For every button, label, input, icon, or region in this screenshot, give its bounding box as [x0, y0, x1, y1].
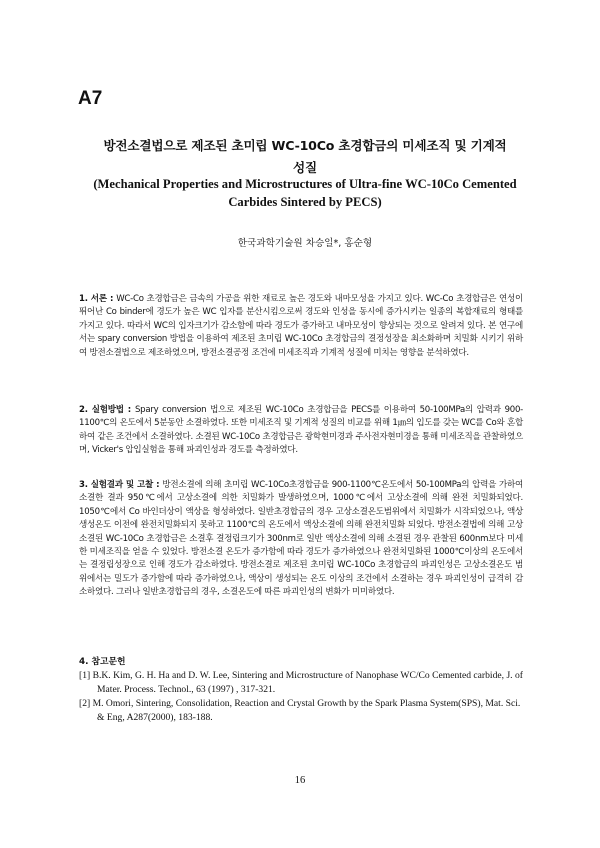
- page-number: 16: [294, 775, 306, 786]
- korean-title-line-1: 방전소결법으로 제조된 초미립 WC-10Co 초경합금의 미세조직 및 기계적: [103, 138, 507, 153]
- section-heading-introduction: 1. 서론 :: [79, 294, 117, 304]
- korean-title: [70, 135, 540, 179]
- english-title-line-1: (Mechanical Properties and Microstructures of Ultra-fine WC-10Co Cemented: [93, 177, 517, 191]
- section-method: [79, 404, 523, 458]
- section-body-introduction: WC-Co 초경합금은 금속의 가공을 위한 재료로 높은 경도와 내마모성을 가지고 있다. WC-Co 초경합금은 연성이 뛰어난 Co binder에 경도가 높은 WC 입자를 분산시킴으로써 경도와 인성을 동시에 증가시키는 일종의 복합재료의 형태를 가지고 있다. 따라서 WC의 입자크기가 감소함에 따라 경도가 증가하고 내마모성이 향상되는 것으로 알려져 있다. 본 연구에서는 spary conversion 방법을 이용하여 제조된 초미립 WC-10Co 초경합금의 결정성장을 최소화하며 치밀화 시키기 위하여 방전소결법으로 제조하였으며, 방전소결공정 조건에 미세조직과 기계적 성질에 미치는 영향을 분석하였다.: [79, 294, 523, 358]
- abstract-code: A7: [78, 88, 103, 109]
- references: [79, 655, 523, 725]
- reference-item: [1] B.K. Kim, G. H. Ha and D. W. Lee, Sintering and Microstructure of Nanophase WC/Co Cemented carbide, J. of Mater. Process. Technol., 63 (1997) , 317-321.: [79, 670, 523, 695]
- section-heading-results: 3. 실험결과 및 고찰 :: [79, 480, 163, 490]
- section-body-method: Spary conversion 법으로 제조된 WC-10Co 초경합금을 PECS를 이용하여 50-100MPa의 압력과 900-1100℃의 온도에서 5분동안 소결하였다. 또한 미세조직 및 기계적 성질의 비교를 위해 1㎛의 입도를 갖는 WC를 Co와 혼합하여 같은 조건에서 소결하였다. 소결된 WC-10Co 초경합금은 광학현미경과 주사전자현미경을 통해 미세조직을 관찰하였으며, Vicker's 압입실험을 통해 파괴인성과 경도를 측정하였다.: [79, 405, 523, 456]
- section-introduction: [79, 293, 523, 360]
- section-results: [79, 479, 523, 600]
- english-title-line-2: Carbides Sintered by PECS): [228, 195, 382, 209]
- section-body-results: 방전소결에 의해 초미립 WC-10Co초경합금을 900-1100℃온도에서 50-100MPa의 압력을 가하여 소결한 결과 950℃에서 고상소결에 의한 치밀화가 발생하였으며, 1000℃에서 고상소결에 의해 완전 치밀화되었다. 1050℃에서 Co 바인더상이 액상을 형성하였다. 일반초경합금의 경우 고상소결온도범위에서 치밀화가 시작되었으나, 액상생성온도 이전에 완전치밀화되지 못하고 1100℃의 온도에서 액상소결에 의해 완전치밀화 되었다. 방전소결법에 의해 고상소결된 WC-10Co 초경합금은 소결후 결정립크기가 300nm로 일반 액상소결에 의해 소결된 경우 관찰된 600nm보다 미세한 미세조직을 얻을 수 있었다. 방전소결 온도가 증가함에 따라 경도가 증가하였으나 완전치밀화된 1000℃이상의 온도에서는 결정립성장으로 인해 경도가 감소하였다. 방전소결로 제조된 초미립 WC-10Co 초경합금의 파괴인성은 고상소결온도 범위에서는 밀도가 증가함에 따라 증가하였으나, 액상이 생성되는 온도 이상의 조건에서 소결하는 경우 파괴인성이 급격히 감소하였다. 그러나 일반초경합금의 경우, 소결온도에 따른 파괴인성의 변화가 미미하였다.: [79, 480, 523, 598]
- english-title: [70, 175, 540, 211]
- references-heading: 4. 참고문헌: [79, 657, 126, 667]
- section-heading-method: 2. 실험방법 :: [79, 405, 135, 415]
- reference-item: [2] M. Omori, Sintering, Consolidation, Reaction and Crystal Growth by the Spark Plasma System(SPS), Mat. Sci. & Eng, A287(2000), 183-188.: [79, 698, 521, 723]
- author-affiliation: 한국과학기술원 차승일*, 홍순형: [237, 238, 373, 249]
- korean-title-line-2: 성질: [293, 160, 317, 175]
